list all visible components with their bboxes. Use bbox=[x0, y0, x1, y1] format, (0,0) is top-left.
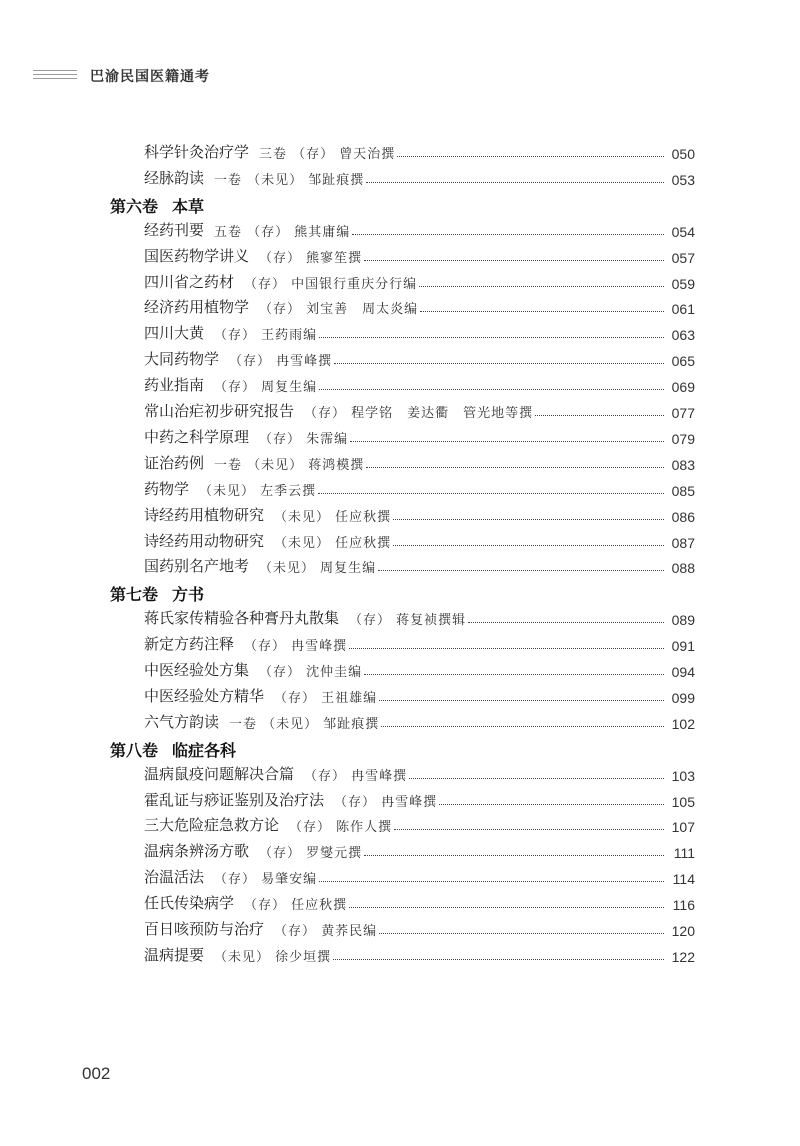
dot-leader bbox=[379, 700, 664, 701]
entry-page-number: 122 bbox=[671, 948, 695, 965]
dot-leader bbox=[334, 363, 664, 364]
toc-entry[interactable] bbox=[144, 270, 695, 292]
entry-details: 五卷 （存） 熊其庸编 bbox=[214, 224, 351, 240]
volume-number: 第八卷 bbox=[110, 740, 159, 760]
toc-entry[interactable] bbox=[144, 477, 695, 499]
toc-entry[interactable] bbox=[144, 554, 695, 576]
dot-leader bbox=[319, 881, 664, 882]
entry-page-number: 094 bbox=[671, 664, 695, 680]
toc-entry[interactable] bbox=[144, 943, 695, 965]
entry-details: （存） 王祖雄编 bbox=[274, 690, 378, 706]
entry-details: （存） 冉雪峰撰 bbox=[304, 768, 408, 784]
toc-entry[interactable] bbox=[144, 891, 695, 913]
entry-page-number: 061 bbox=[671, 301, 695, 318]
header-title: 巴渝民国医籍通考 bbox=[90, 69, 210, 85]
toc-entry[interactable] bbox=[144, 684, 695, 706]
entry-page-number: 054 bbox=[671, 223, 695, 240]
dot-leader bbox=[349, 907, 664, 908]
volume-heading bbox=[110, 738, 236, 761]
dot-leader bbox=[364, 674, 664, 675]
dot-leader bbox=[468, 622, 664, 623]
entry-details: （存） 冉雪峰撰 bbox=[334, 794, 438, 810]
entry-details: （存） 朱霈编 bbox=[259, 431, 349, 447]
volume-name: 方书 bbox=[172, 585, 205, 605]
dot-leader bbox=[366, 467, 664, 468]
entry-title: 药业指南 bbox=[144, 376, 205, 395]
toc-entry[interactable] bbox=[144, 529, 695, 551]
entry-details: （存） 任应秋撰 bbox=[244, 898, 348, 914]
entry-title: 霍乱证与痧证鉴别及治疗法 bbox=[144, 790, 325, 809]
entry-title: 药物学 bbox=[144, 479, 190, 498]
toc-entry[interactable] bbox=[144, 788, 695, 810]
entry-details: （存） 熊寥笙撰 bbox=[259, 250, 363, 266]
entry-page-number: 091 bbox=[671, 638, 695, 655]
toc-entry[interactable] bbox=[144, 140, 695, 162]
dot-leader bbox=[352, 234, 664, 235]
entry-title: 三大危险症急救方论 bbox=[144, 816, 280, 835]
entry-page-number: 085 bbox=[671, 482, 695, 499]
toc-entry[interactable] bbox=[144, 347, 695, 369]
volume-number: 第六卷 bbox=[110, 196, 159, 216]
toc-entry[interactable] bbox=[144, 503, 695, 525]
entry-page-number: 120 bbox=[671, 923, 695, 939]
entry-page-number: 057 bbox=[671, 249, 695, 266]
entry-page-number: 116 bbox=[672, 897, 695, 914]
dot-leader bbox=[364, 260, 664, 261]
entry-title: 常山治疟初步研究报告 bbox=[144, 402, 295, 420]
toc-entry[interactable] bbox=[144, 865, 695, 887]
entry-details: （存） 程学铭 姜达衢 管光地等撰 bbox=[304, 406, 534, 421]
entry-details: （存） 陈作人撰 bbox=[289, 820, 393, 836]
entry-title: 任氏传染病学 bbox=[144, 894, 235, 913]
entry-details: （存） 罗燮元撰 bbox=[259, 846, 363, 862]
toc-entry[interactable] bbox=[144, 244, 695, 266]
entry-page-number: 089 bbox=[671, 612, 695, 629]
entry-page-number: 053 bbox=[671, 171, 695, 188]
toc-entry[interactable] bbox=[144, 425, 695, 447]
volume-name: 本草 bbox=[172, 196, 205, 216]
entry-details: （存） 蒋复祯撰辑 bbox=[349, 613, 467, 629]
header-rule-lines bbox=[33, 70, 77, 84]
entry-page-number: 065 bbox=[671, 353, 695, 370]
entry-title: 新定方药注释 bbox=[144, 635, 235, 654]
dot-leader bbox=[397, 156, 664, 157]
entry-details: （未见） 周复生编 bbox=[259, 561, 377, 577]
entry-page-number: 111 bbox=[673, 845, 695, 862]
dot-leader bbox=[366, 182, 664, 183]
entry-title: 国药别名产地考 bbox=[144, 557, 250, 576]
entry-page-number: 099 bbox=[671, 689, 695, 706]
entry-details: （未见） 左季云撰 bbox=[199, 483, 317, 499]
entry-title: 诗经药用植物研究 bbox=[144, 505, 265, 524]
entry-details: （未见） 徐少垣撰 bbox=[214, 949, 332, 965]
dot-leader bbox=[394, 829, 664, 830]
entry-title: 大同药物学 bbox=[144, 350, 220, 369]
entry-title: 科学针灸治疗学 bbox=[144, 143, 250, 161]
dot-leader bbox=[381, 726, 664, 727]
toc-entry[interactable] bbox=[144, 321, 695, 343]
entry-details: 一卷 （未见） 蒋鸿模撰 bbox=[214, 457, 365, 473]
entry-title: 国医药物学讲义 bbox=[144, 246, 250, 265]
toc-entry[interactable] bbox=[144, 917, 695, 939]
dot-leader bbox=[439, 804, 664, 805]
entry-title: 中医经验处方精华 bbox=[144, 686, 265, 705]
entry-title: 经药刊要 bbox=[144, 220, 205, 239]
entry-title: 温病鼠疫问题解决合篇 bbox=[144, 764, 295, 783]
dot-leader bbox=[333, 959, 664, 960]
entry-details: （存） 沈仲圭编 bbox=[259, 665, 363, 680]
dot-leader bbox=[378, 570, 664, 571]
entry-details: 一卷 （未见） 邹趾痕撰 bbox=[229, 716, 380, 732]
entry-title: 温病条辨汤方歌 bbox=[144, 842, 250, 861]
toc-entry[interactable] bbox=[144, 166, 695, 188]
toc-entry[interactable] bbox=[144, 839, 695, 861]
volume-heading bbox=[110, 582, 204, 605]
entry-details: （存） 黄荞民编 bbox=[274, 924, 378, 939]
dot-leader bbox=[350, 441, 664, 442]
entry-details: （存） 中国银行重庆分行编 bbox=[244, 276, 418, 292]
entry-details: （存） 刘宝善 周太炎编 bbox=[259, 302, 419, 318]
toc-entry[interactable] bbox=[144, 399, 695, 421]
dot-leader bbox=[393, 519, 664, 520]
entry-details: （未见） 任应秋撰 bbox=[274, 535, 392, 551]
entry-title: 经济药用植物学 bbox=[144, 298, 250, 317]
entry-page-number: 059 bbox=[671, 275, 695, 292]
entry-page-number: 086 bbox=[671, 508, 695, 525]
toc-entry[interactable] bbox=[144, 813, 695, 835]
entry-page-number: 069 bbox=[671, 379, 695, 396]
entry-page-number: 050 bbox=[671, 146, 695, 162]
entry-title: 中药之科学原理 bbox=[144, 427, 250, 446]
entry-details: （存） 王药雨编 bbox=[214, 328, 318, 344]
entry-title: 六气方韵读 bbox=[144, 712, 220, 731]
entry-title: 温病提要 bbox=[144, 945, 205, 964]
entry-page-number: 107 bbox=[671, 819, 695, 836]
toc-entry[interactable] bbox=[144, 218, 695, 240]
entry-details: （存） 冉雪峰撰 bbox=[229, 354, 333, 370]
entry-details: （存） 周复生编 bbox=[214, 380, 318, 396]
entry-title: 诗经药用动物研究 bbox=[144, 531, 265, 550]
dot-leader bbox=[419, 286, 664, 287]
dot-leader bbox=[318, 493, 664, 494]
entry-title: 证治药例 bbox=[144, 453, 205, 472]
entry-page-number: 083 bbox=[671, 456, 695, 473]
entry-title: 四川省之药材 bbox=[144, 272, 235, 291]
entry-details: 一卷 （未见） 邹趾痕撰 bbox=[214, 172, 365, 188]
toc-entry[interactable] bbox=[144, 658, 695, 680]
entry-title: 中医经验处方集 bbox=[144, 661, 250, 679]
entry-details: （未见） 任应秋撰 bbox=[274, 509, 392, 525]
entry-page-number: 102 bbox=[671, 715, 695, 732]
toc-entry[interactable] bbox=[144, 606, 695, 628]
entry-details: （存） 易肇安编 bbox=[214, 872, 318, 888]
dot-leader bbox=[379, 933, 664, 934]
toc-entry[interactable] bbox=[144, 762, 695, 784]
dot-leader bbox=[319, 389, 664, 390]
entry-title: 百日咳预防与治疗 bbox=[144, 920, 265, 938]
volume-number: 第七卷 bbox=[110, 585, 159, 605]
entry-title: 四川大黄 bbox=[144, 324, 205, 343]
entry-details: 三卷 （存） 曾天治撰 bbox=[259, 147, 396, 162]
entry-page-number: 087 bbox=[671, 534, 695, 551]
toc-entry[interactable] bbox=[144, 710, 695, 732]
entry-page-number: 103 bbox=[671, 767, 695, 784]
entry-page-number: 105 bbox=[671, 793, 695, 810]
toc-entry[interactable] bbox=[144, 295, 695, 317]
entry-title: 治温活法 bbox=[144, 868, 205, 887]
entry-details: （存） 冉雪峰撰 bbox=[244, 639, 348, 655]
entry-title: 经脉韵读 bbox=[144, 168, 205, 187]
entry-page-number: 077 bbox=[671, 405, 695, 421]
entry-title: 蒋氏家传精验各种膏丹丸散集 bbox=[144, 609, 340, 628]
dot-leader bbox=[420, 311, 664, 312]
entry-page-number: 063 bbox=[671, 327, 695, 344]
entry-page-number: 088 bbox=[671, 560, 695, 577]
dot-leader bbox=[393, 545, 664, 546]
toc-entry[interactable] bbox=[144, 632, 695, 654]
volume-name: 临症各科 bbox=[172, 740, 237, 760]
page-number: 002 bbox=[82, 1064, 111, 1083]
toc-entry[interactable] bbox=[144, 373, 695, 395]
dot-leader bbox=[409, 778, 664, 779]
dot-leader bbox=[349, 648, 664, 649]
entry-page-number: 079 bbox=[671, 430, 695, 447]
running-header bbox=[0, 62, 800, 92]
dot-leader bbox=[364, 855, 664, 856]
volume-heading bbox=[110, 194, 204, 217]
dot-leader bbox=[535, 415, 664, 416]
toc-entry[interactable] bbox=[144, 451, 695, 473]
entry-page-number: 114 bbox=[672, 871, 695, 888]
dot-leader bbox=[319, 337, 664, 338]
